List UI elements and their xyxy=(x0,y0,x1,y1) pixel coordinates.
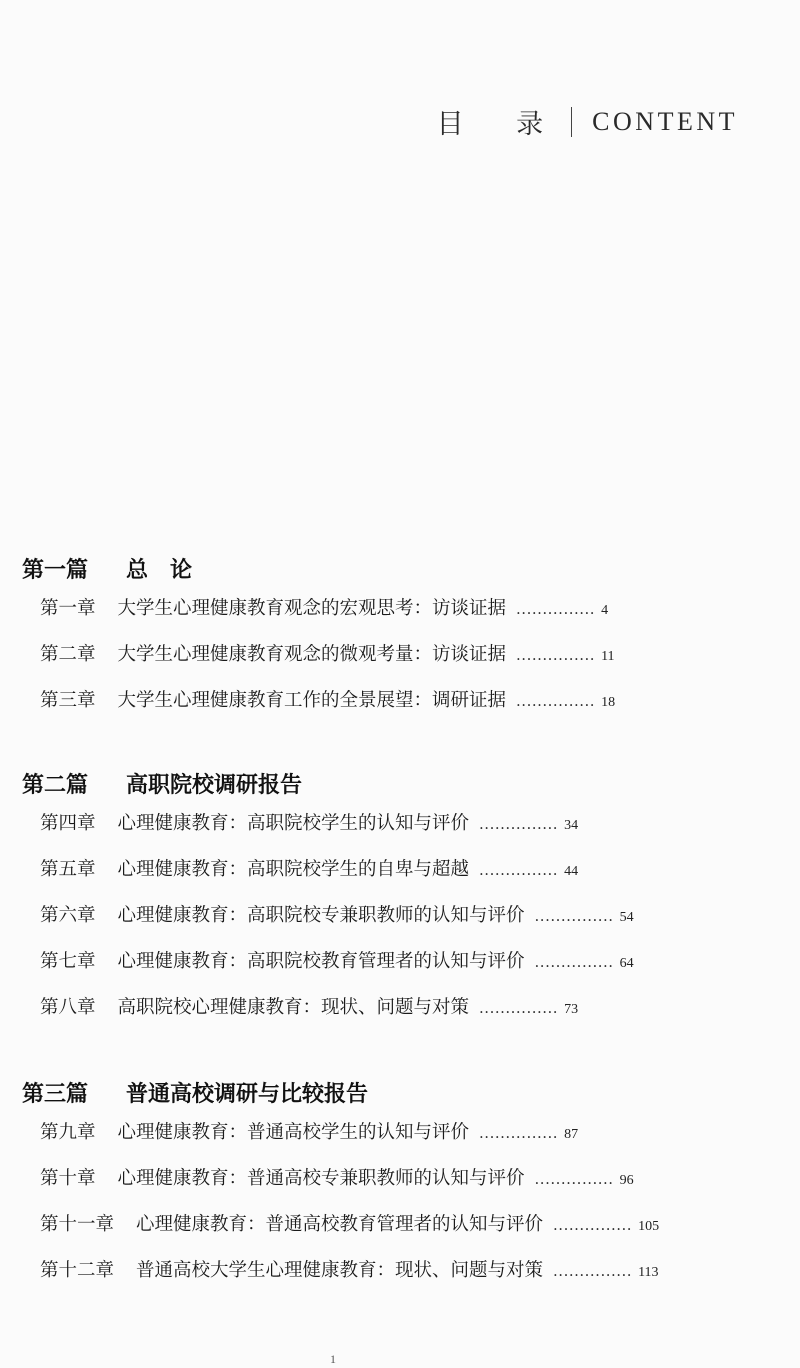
dot-leader: ............... xyxy=(516,646,596,664)
part-number: 第二篇 xyxy=(22,773,89,798)
toc-entry[interactable] xyxy=(40,1202,782,1248)
chapter-number: 第十二章 xyxy=(40,1260,115,1281)
part-heading xyxy=(22,1080,782,1110)
part-3 xyxy=(22,1080,782,1294)
chapter-number: 第十一章 xyxy=(40,1214,115,1235)
chapter-title: 心理健康教育：普通高校教育管理者的认知与评价 xyxy=(136,1214,544,1235)
chapter-title: 心理健康教育：高职院校学生的自卑与超越 xyxy=(117,859,470,880)
chapter-number: 第七章 xyxy=(40,951,96,972)
dot-leader: ............... xyxy=(516,600,596,618)
chapter-number: 第三章 xyxy=(40,690,96,711)
chapter-title: 高职院校心理健康教育：现状、问题与对策 xyxy=(117,997,470,1018)
dot-leader: ............... xyxy=(534,1170,614,1188)
dot-leader: ............... xyxy=(553,1216,633,1234)
part-title: 高职院校调研报告 xyxy=(126,773,303,798)
part-1 xyxy=(22,556,782,724)
page-number: 44 xyxy=(564,864,579,879)
chapter-number: 第八章 xyxy=(40,997,96,1018)
chapter-number: 第五章 xyxy=(40,859,96,880)
chapter-title: 心理健康教育：高职院校专兼职教师的认知与评价 xyxy=(117,905,525,926)
toc-entry[interactable] xyxy=(40,847,782,893)
page-number: 18 xyxy=(601,695,616,710)
part-title: 总 论 xyxy=(126,558,193,583)
chapter-title: 大学生心理健康教育工作的全景展望：调研证据 xyxy=(117,690,507,711)
part-number: 第一篇 xyxy=(22,558,89,583)
chapter-title: 心理健康教育：普通高校学生的认知与评价 xyxy=(117,1122,470,1143)
toc-entry[interactable] xyxy=(40,632,782,678)
part-number: 第三篇 xyxy=(22,1082,89,1107)
page-number: 4 xyxy=(601,603,609,618)
toc-title-cn: 目 录 xyxy=(436,109,566,140)
dot-leader: ............... xyxy=(479,999,559,1017)
header-divider xyxy=(571,107,572,137)
part-heading xyxy=(22,771,782,801)
dot-leader: ............... xyxy=(553,1262,633,1280)
toc-header xyxy=(437,102,738,141)
toc-entry[interactable] xyxy=(40,893,782,939)
toc-entry[interactable] xyxy=(40,985,782,1031)
page-number: 64 xyxy=(619,956,634,971)
toc-entry[interactable] xyxy=(40,1156,782,1202)
chapter-number: 第四章 xyxy=(40,813,96,834)
page-number: 34 xyxy=(564,818,579,833)
page-number: 105 xyxy=(638,1219,660,1234)
toc-title-en: CONTENT xyxy=(592,106,738,136)
footer-page-number: 1 xyxy=(330,1352,336,1366)
chapter-title: 大学生心理健康教育观念的微观考量：访谈证据 xyxy=(117,644,507,665)
page-number: 11 xyxy=(601,649,615,664)
dot-leader: ............... xyxy=(479,1124,559,1142)
toc-entry[interactable] xyxy=(40,586,782,632)
part-heading xyxy=(22,556,782,586)
chapter-title: 心理健康教育：高职院校教育管理者的认知与评价 xyxy=(117,951,525,972)
chapter-title: 心理健康教育：高职院校学生的认知与评价 xyxy=(117,813,470,834)
chapter-number: 第六章 xyxy=(40,905,96,926)
chapter-title: 心理健康教育：普通高校专兼职教师的认知与评价 xyxy=(117,1168,525,1189)
chapter-number: 第一章 xyxy=(40,598,96,619)
page-number: 113 xyxy=(638,1265,659,1280)
chapter-title: 大学生心理健康教育观念的宏观思考：访谈证据 xyxy=(117,598,507,619)
dot-leader: ............... xyxy=(534,907,614,925)
page-number: 73 xyxy=(564,1002,579,1017)
dot-leader: ............... xyxy=(516,692,596,710)
toc-entry[interactable] xyxy=(40,939,782,985)
part-title: 普通高校调研与比较报告 xyxy=(126,1082,369,1107)
toc-entry[interactable] xyxy=(40,1110,782,1156)
toc-entry[interactable] xyxy=(40,678,782,724)
page-number: 87 xyxy=(564,1127,579,1142)
dot-leader: ............... xyxy=(479,815,559,833)
toc-entry[interactable] xyxy=(40,801,782,847)
chapter-number: 第十章 xyxy=(40,1168,96,1189)
dot-leader: ............... xyxy=(479,861,559,879)
page-number: 54 xyxy=(619,910,634,925)
chapter-number: 第二章 xyxy=(40,644,96,665)
chapter-title: 普通高校大学生心理健康教育：现状、问题与对策 xyxy=(136,1260,544,1281)
chapter-number: 第九章 xyxy=(40,1122,96,1143)
part-2 xyxy=(22,771,782,1031)
dot-leader: ............... xyxy=(534,953,614,971)
page-number: 96 xyxy=(619,1173,634,1188)
toc-entry[interactable] xyxy=(40,1248,782,1294)
